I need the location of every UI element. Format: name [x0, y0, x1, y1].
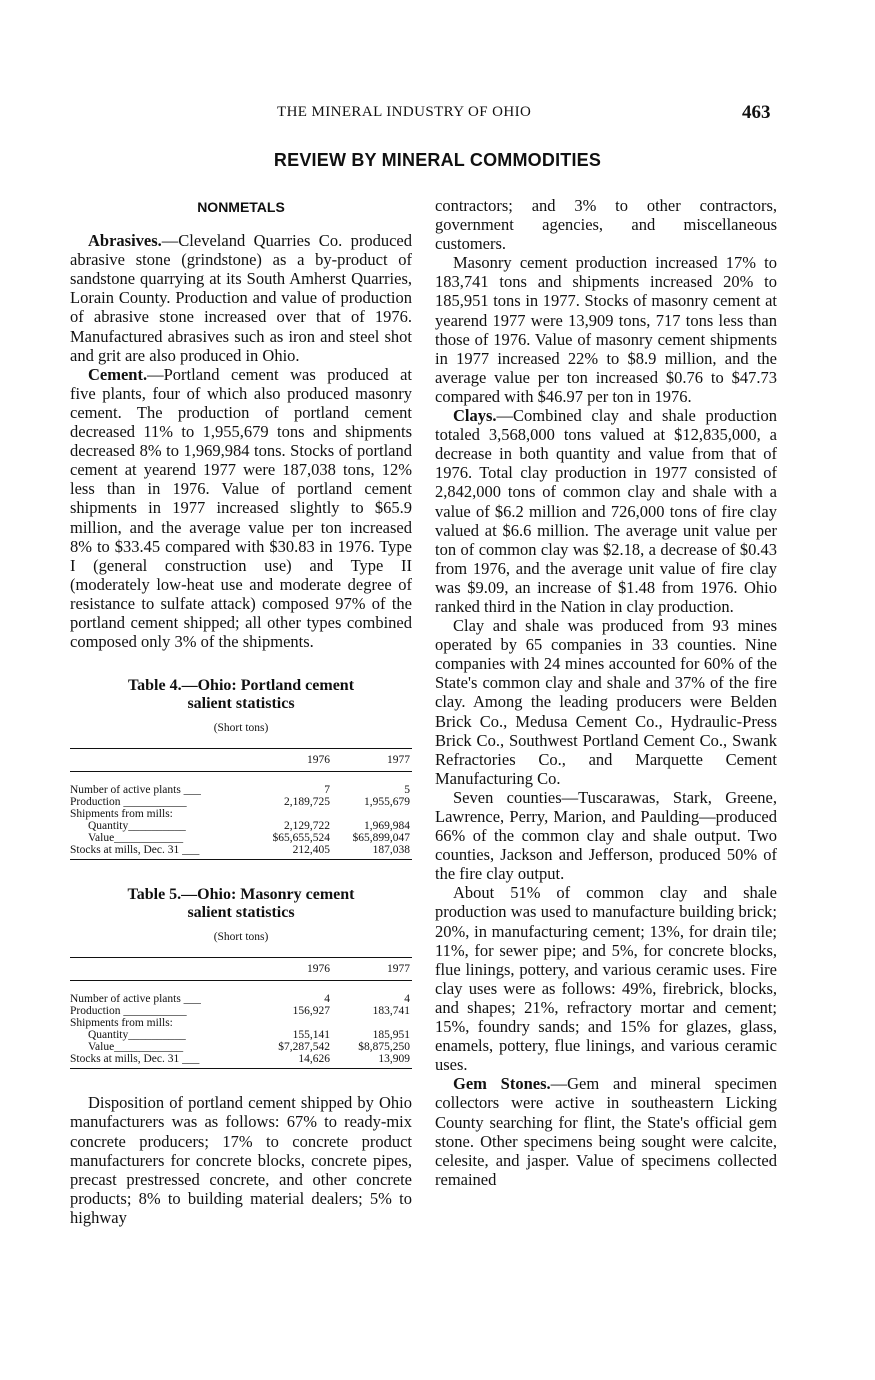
table-4-caption-line1: Table 4.—Ohio: Portland cement: [127, 677, 355, 695]
cell-1976: 4: [324, 993, 330, 1006]
gem-stones-text: —Gem and mineral specimen collectors were active in southeastern Licking County searching for flint, the State's official gem stone. Other specimens being sought were calcite, celesite, and jasper. Value of specimens collected remained: [435, 1074, 777, 1189]
cell-1977: $8,875,250: [358, 1041, 410, 1054]
row-label: Stocks at mills, Dec. 31 ___: [70, 1053, 260, 1069]
table-4-header-blank: [70, 749, 260, 772]
row-label: Production ___________: [70, 1005, 187, 1018]
table-row: [70, 844, 412, 860]
row-label: Quantity__________: [88, 1029, 186, 1042]
table-row: [70, 796, 412, 808]
table-5-caption-line2: salient statistics: [187, 904, 295, 922]
cell-1976: 155,141: [292, 1029, 330, 1042]
paragraph-clay-mines: Clay and shale was produced from 93 mines operated by 65 companies in 33 counties. Nine companies with 24 mines accounted for 60% of the State's common clay and shale and 37% of the fire clay. Among the leading producers were Belden Brick Co., Medusa Cement Co., Hydraulic-Press Brick Co., Southwest Portland Cement Co., Swank Refractories Co., and Marquette Cement Manufacturing Co.: [435, 616, 777, 788]
left-column: [70, 196, 412, 1227]
paragraph-disposition: Disposition of portland cement shipped by Ohio manufacturers was as follows: 67% to ready-mix concrete producers; 17% to concrete product manufacturers for concrete blocks, concrete pipes, precast prestressed concrete, and other concrete products; 8% to building material dealers; 5% to highway: [70, 1093, 412, 1227]
table-row: [70, 832, 412, 844]
cell-1976: 156,927: [292, 1005, 330, 1018]
running-title: THE MINERAL INDUSTRY OF OHIO: [277, 104, 532, 120]
table-4: [70, 677, 412, 860]
table-4-units: (Short tons): [213, 722, 269, 735]
table-5-header-blank: [70, 958, 260, 981]
table-4-caption: [70, 677, 412, 713]
cell-1976: [260, 1017, 332, 1029]
paragraph-clays: [435, 406, 777, 616]
abrasives-text: —Cleveland Quarries Co. produced abrasive stone (grindstone) as a by-product of sandstone quarrying at its South Amherst Quarries, Lorain County. Production and value of production of abrasive stone increased over that of 1976. Manufactured abrasives such as iron and steel shot and grit are also produced in Ohio.: [70, 231, 412, 365]
table-5-grid: [70, 957, 412, 1069]
cell-1977: 13,909: [332, 1053, 412, 1069]
cell-1977: 1,969,984: [364, 820, 410, 833]
row-label: Shipments from mills:: [70, 1017, 173, 1030]
run-in-gem-stones: Gem Stones.: [453, 1074, 551, 1094]
table-5-col-1977: 1977: [332, 958, 412, 981]
paragraph-gem-stones: [435, 1074, 777, 1189]
row-label: Shipments from mills:: [70, 808, 173, 821]
paragraph-uses: About 51% of common clay and shale production was used to manufacture building brick; 20%, in manufacturing cement; 13%, for drain tile; 11%, for sewer pipe; and 5%, for concrete blocks, flue linings, pottery, and various ceramic uses. Fire clay uses were as follows: 49%, firebrick, blocks, and shapes; 21%, refractory mortar and cement; 15%, foundry sands; and 15% for glazes, glass, enamels, pottery, flue linings, and various ceramic uses.: [435, 883, 777, 1075]
cell-1976: 2,129,722: [284, 820, 330, 833]
cell-1976: 14,626: [260, 1053, 332, 1069]
run-in-abrasives: Abrasives.: [88, 231, 162, 251]
table-5-caption: [70, 886, 412, 922]
cell-1977: 5: [404, 784, 410, 797]
row-label: Stocks at mills, Dec. 31 ___: [70, 844, 260, 860]
cell-1976: [260, 808, 332, 820]
cell-1976: $7,287,542: [278, 1041, 330, 1054]
row-label: Value____________: [88, 1041, 184, 1054]
right-column: [435, 196, 777, 1189]
section-title: REVIEW BY MINERAL COMMODITIES: [273, 150, 602, 170]
paragraph-cement: [70, 365, 412, 651]
table-4-grid: [70, 748, 412, 860]
cell-1976: $65,655,524: [272, 832, 330, 845]
paragraph-contractors-continued: contractors; and 3% to other contractors, government agencies, and miscellaneous customers.: [435, 196, 777, 254]
clays-text: —Combined clay and shale production totaled 3,568,000 tons valued at $12,835,000, a decrease in both quantity and value from that of 1976. Total clay production in 1977 consisted of 2,842,000 tons of common clay and shale with a value of $6.2 million and 726,000 tons of fire clay valued at $6.6 million. The average unit value per ton of common clay was $2.18, a decrease of $0.43 from 1976, and the average unit value of fire clay was $9.09, an increase of $1.48 from 1976. Ohio ranked third in the Nation in clay production.: [435, 406, 777, 616]
table-row: [70, 1041, 412, 1053]
table-row: [70, 1053, 412, 1069]
paragraph-counties: Seven counties—Tuscarawas, Stark, Greene, Lawrence, Perry, Marion, and Paulding—produced 66% of the common clay and shale output. Two counties, Jackson and Jefferson, produced 50% of the fire clay output.: [435, 787, 777, 884]
row-label: Production ___________: [70, 796, 187, 809]
table-row: [70, 772, 412, 797]
row-label: Number of active plants ___: [70, 784, 201, 797]
row-label: Number of active plants ___: [70, 993, 201, 1006]
table-5-units: (Short tons): [213, 931, 269, 944]
table-4-col-1977: 1977: [332, 749, 412, 772]
table-5: [70, 886, 412, 1069]
subhead-nonmetals: NONMETALS: [197, 199, 285, 215]
table-4-caption-line2: salient statistics: [187, 695, 295, 713]
paragraph-masonry: Masonry cement production increased 17% to 183,741 tons and shipments increased 20% to 185,951 tons in 1977. Stocks of masonry cement at yearend 1977 were 13,909 tons, 717 tons less than those of 1976. Value of masonry cement shipments in 1977 increased 22% to $8.9 million, and the average value per ton increased $0.76 to $47.73 compared with $46.97 per ton in 1976.: [435, 253, 777, 406]
table-5-col-1976: 1976: [260, 958, 332, 981]
cell-1977: 1,955,679: [364, 796, 410, 809]
table-row: [70, 1005, 412, 1017]
run-in-cement: Cement.: [88, 364, 148, 384]
table-4-col-1976: 1976: [260, 749, 332, 772]
cell-1977: [332, 808, 412, 820]
table-row: [70, 820, 412, 832]
table-row: [70, 981, 412, 1006]
cell-1976: 2,189,725: [284, 796, 330, 809]
running-header: [0, 102, 875, 126]
cell-1977: 187,038: [332, 844, 412, 860]
cell-1977: 4: [404, 993, 410, 1006]
cell-1977: [332, 1017, 412, 1029]
cement-text: —Portland cement was produced at five plants, four of which also produced masonry cement. The production of portland cement decreased 11% to 1,955,679 tons and shipments decreased 8% to 1,969,984 tons. Stocks of portland cement at yearend 1977 were 187,038 tons, 12% less than in 1976. Value of portland cement shipments in 1977 increased slightly to $65.9 million, and the average value per ton increased 8% to $33.45 compared with $30.83 in 1976. Type I (general construction use) and Type II (moderately low-heat use and moderate degree of resistance to sulfate attack) composed 97% of the portland cement shipped; all other types combined composed only 3% of the shipments.: [70, 364, 412, 652]
cell-1976: 7: [324, 784, 330, 797]
cell-1976: 212,405: [260, 844, 332, 860]
table-row: [70, 1029, 412, 1041]
run-in-clays: Clays.: [453, 406, 497, 426]
cell-1977: 183,741: [372, 1005, 410, 1018]
cell-1977: $65,899,047: [352, 832, 410, 845]
table-row: [70, 808, 412, 820]
page-number: 463: [742, 102, 771, 123]
table-row: [70, 1017, 412, 1029]
row-label: Quantity__________: [88, 820, 186, 833]
cell-1977: 185,951: [372, 1029, 410, 1042]
row-label: Value____________: [88, 832, 184, 845]
table-5-caption-line1: Table 5.—Ohio: Masonry cement: [127, 886, 355, 904]
paragraph-abrasives: [70, 231, 412, 365]
